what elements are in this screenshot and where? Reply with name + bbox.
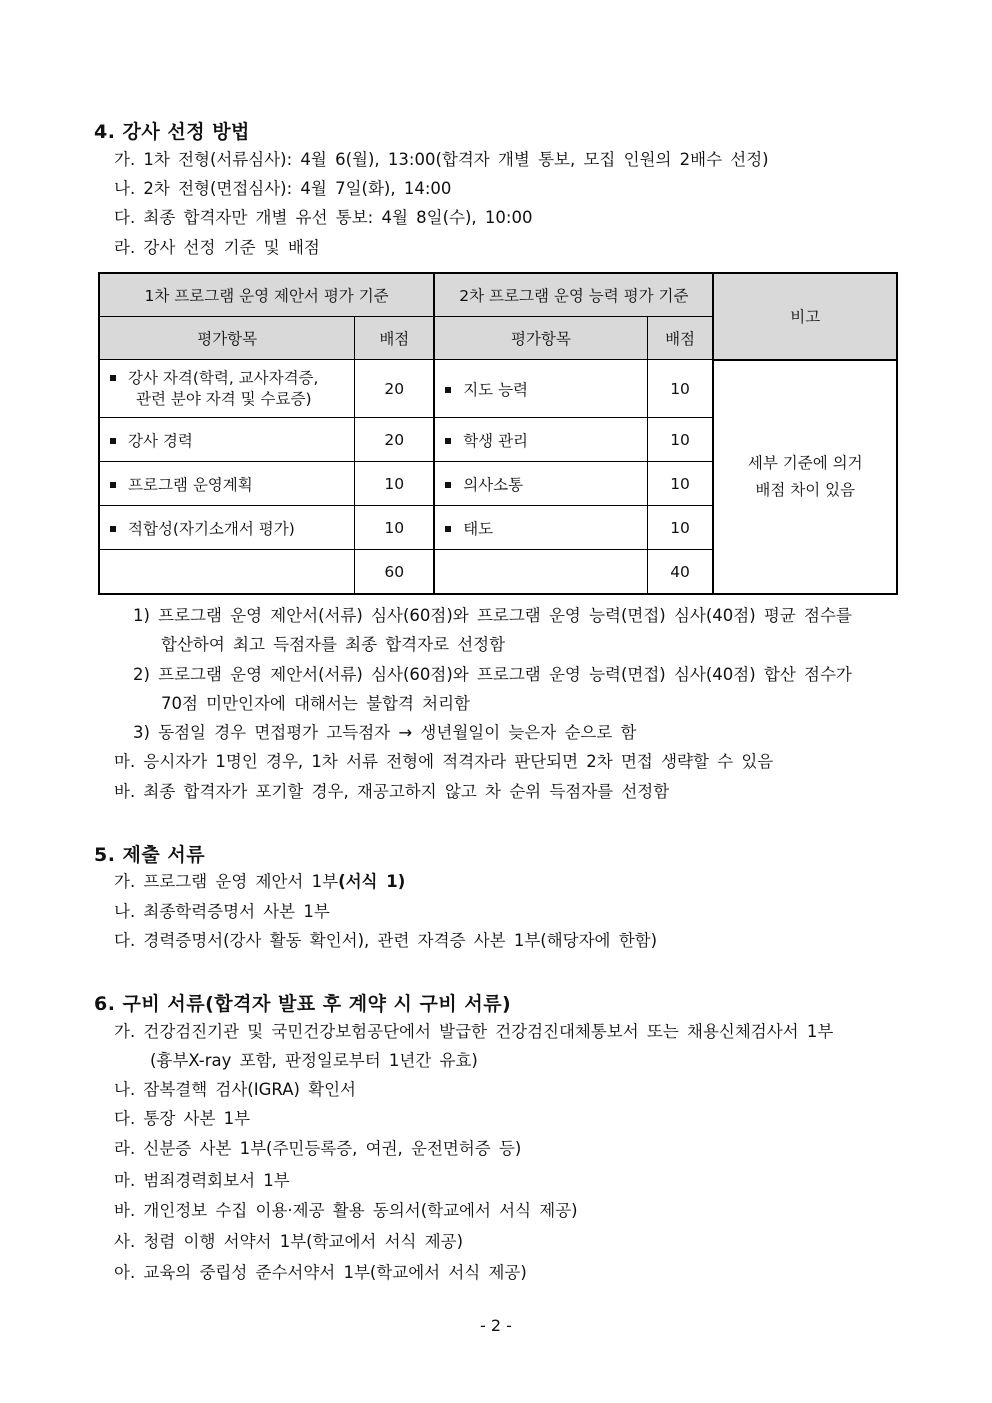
section-4-item: 라. 강사 선정 기준 및 배점: [114, 238, 320, 257]
table-cell-item: 지도 능력: [434, 360, 647, 418]
section-4-item: 다. 최종 합격자만 개별 유선 통보: 4월 8일(수), 10:00: [114, 208, 533, 227]
section-4-title: 4. 강사 선정 방법: [94, 121, 250, 143]
table-header-first-round: 1차 프로그램 운영 제안서 평가 기준: [99, 273, 434, 317]
table-header-item: 평가항목: [434, 317, 647, 360]
table-cell-item: 적합성(자기소개서 평가): [99, 506, 355, 550]
table-cell-score: 10: [647, 360, 713, 418]
bullet-icon: [445, 482, 451, 488]
table-cell-empty: [434, 550, 647, 595]
section-6-item: 나. 잠복결핵 검사(IGRA) 확인서: [114, 1080, 356, 1099]
table-header-score: 배점: [355, 317, 434, 360]
table-header-remark: 비고: [713, 273, 897, 360]
section-4-item: 마. 응시자가 1명인 경우, 1차 서류 전형에 적격자라 판단되면 2차 면접 생략할 수 있음: [114, 752, 774, 771]
note-line: 1) 프로그램 운영 제안서(서류) 심사(60점)와 프로그램 운영 능력(면접) 심사(40점) 평균 점수를: [133, 606, 852, 625]
note-line: 70점 미만인자에 대해서는 불합격 처리함: [161, 694, 470, 713]
table-cell-item: 프로그램 운영계획: [99, 462, 355, 506]
section-6-item: 사. 청렴 이행 서약서 1부(학교에서 서식 제공): [114, 1232, 464, 1251]
bullet-icon: [110, 482, 116, 488]
table-header-item: 평가항목: [99, 317, 355, 360]
table-cell-score: 10: [355, 462, 434, 506]
bullet-icon: [110, 375, 116, 381]
section-6-item: 마. 범죄경력회보서 1부: [114, 1171, 290, 1190]
section-6-item: 가. 건강검진기관 및 국민건강보험공단에서 발급한 건강검진대체통보서 또는 채용신체검사서 1부: [114, 1022, 834, 1041]
table-cell-score: 10: [355, 506, 434, 550]
table-cell-remark: 세부 기준에 의거 배점 차이 있음: [713, 360, 897, 595]
table-cell-item: 태도: [434, 506, 647, 550]
table-cell-score: 10: [647, 506, 713, 550]
bullet-icon: [110, 526, 116, 532]
table-cell-item: 학생 관리: [434, 418, 647, 462]
evaluation-criteria-table: [98, 272, 898, 595]
note-line: 3) 동점일 경우 면접평가 고득점자 → 생년월일이 늦은자 순으로 함: [133, 723, 637, 742]
bullet-icon: [445, 387, 451, 393]
section-6-item: 라. 신분증 사본 1부(주민등록증, 여권, 운전면허증 등): [114, 1139, 522, 1158]
section-5-item: 가. 프로그램 운영 제안서 1부(서식 1): [114, 872, 406, 891]
table-cell-score: 20: [355, 418, 434, 462]
table-header-score: 배점: [647, 317, 713, 360]
section-5-item: 나. 최종학력증명서 사본 1부: [114, 902, 330, 921]
section-4-item: 가. 1차 전형(서류심사): 4월 6(월), 13:00(합격자 개별 통보, 모집 인원의 2배수 선정): [114, 150, 769, 169]
table-row: [99, 360, 897, 418]
table-cell-score: 20: [355, 360, 434, 418]
section-6-title: 6. 구비 서류(합격자 발표 후 계약 시 구비 서류): [94, 993, 512, 1015]
section-5-item: 다. 경력증명서(강사 활동 확인서), 관련 자격증 사본 1부(해당자에 한함): [114, 931, 658, 950]
bullet-icon: [445, 438, 451, 444]
table-cell-empty: [99, 550, 355, 595]
section-6-item: 다. 통장 사본 1부: [114, 1109, 251, 1128]
table-header-second-round: 2차 프로그램 운영 능력 평가 기준: [434, 273, 713, 317]
section-5-title: 5. 제출 서류: [94, 844, 206, 866]
table-cell-total: 60: [355, 550, 434, 595]
section-6-item: 바. 개인정보 수집 이용·제공 활용 동의서(학교에서 서식 제공): [114, 1201, 578, 1220]
table-cell-item: 강사 경력: [99, 418, 355, 462]
page-number: - 2 -: [480, 1316, 512, 1335]
table-cell-item: 의사소통: [434, 462, 647, 506]
section-6-item: 아. 교육의 중립성 준수서약서 1부(학교에서 서식 제공): [114, 1263, 527, 1282]
section-6-item-continued: (흉부X-ray 포함, 판정일로부터 1년간 유효): [150, 1051, 478, 1070]
table-cell-item: 강사 자격(학력, 교사자격증, 관련 분야 자격 및 수료증): [99, 360, 355, 418]
bullet-icon: [445, 526, 451, 532]
table-cell-score: 10: [647, 462, 713, 506]
note-line: 합산하여 최고 득점자를 최종 합격자로 선정함: [161, 635, 506, 654]
table-cell-score: 10: [647, 418, 713, 462]
section-4-item: 바. 최종 합격자가 포기할 경우, 재공고하지 않고 차 순위 득점자를 선정함: [114, 782, 670, 801]
note-line: 2) 프로그램 운영 제안서(서류) 심사(60점)와 프로그램 운영 능력(면접) 심사(40점) 합산 점수가: [133, 665, 852, 684]
table-cell-total: 40: [647, 550, 713, 595]
bullet-icon: [110, 438, 116, 444]
section-4-item: 나. 2차 전형(면접심사): 4월 7일(화), 14:00: [114, 179, 452, 198]
